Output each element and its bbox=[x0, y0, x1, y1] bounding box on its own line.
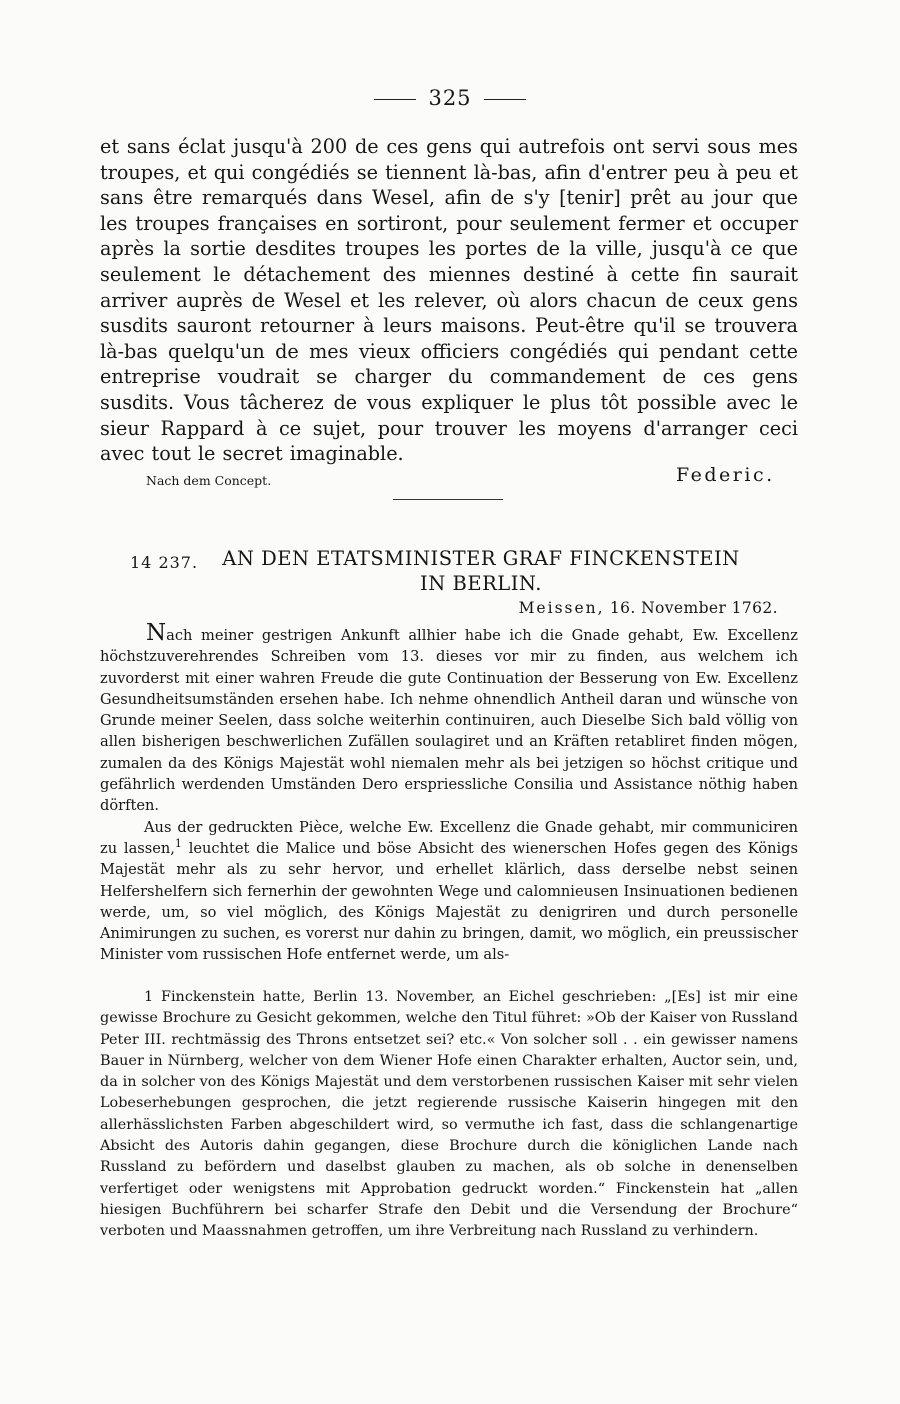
letter-paragraph-1 bbox=[100, 622, 798, 817]
page-number-value: 325 bbox=[428, 86, 472, 110]
page-number-dash-left bbox=[374, 99, 416, 100]
footnote-reference: 1 bbox=[174, 837, 182, 851]
letter-heading bbox=[130, 546, 770, 596]
place-date bbox=[519, 599, 778, 617]
letter-number: 14 237. bbox=[130, 553, 199, 572]
french-letter-continuation bbox=[100, 134, 798, 467]
letter-body bbox=[100, 622, 798, 966]
letter-paragraph-2-text-a: Aus der gedruckten Pièce, welche Ew. Excellenz die Gnade gehabt, mir communiciren zu lassen, bbox=[100, 818, 798, 857]
french-letter-text: et sans éclat jusqu'à 200 de ces gens qui autrefois ont servi sous mes troupes, et qui congédiés se tiennent là-bas, afin d'entrer peu à peu et sans être remarqués dans Wesel, afin de s'y [tenir] prêt au jour que les troupes françaises en sortiront, pour seulement fermer et occuper après la sortie desdites troupes les portes de la ville, jusqu'à ce que seulement le détachement des miennes destiné à cette fin saurait arriver auprès de Wesel et les relever, où alors chacun de ceux gens susdits sauront retourner à leurs maisons. Peut-être qu'il se trouvera là-bas quelqu'un de mes vieux officiers congédiés qui pendant cette entreprise voudrait se charger du commandement de ces gens susdits. Vous tâcherez de vous expliquer le plus tôt possible avec le sieur Rappard à ce sujet, pour trouver les moyens d'arranger ceci avec tout le secret imaginable. bbox=[100, 135, 798, 466]
footnote bbox=[100, 987, 798, 1243]
dropcap: N bbox=[146, 620, 167, 646]
footnote-text: Finckenstein hatte, Berlin 13. November, an Eichel geschrieben: „[Es] ist mir eine gewisse Brochure zu Gesicht gekommen, welche den Titul führet: »Ob der Kaiser von Russland Peter III. rechtmässig des Throns entsetzet sei? etc.« Von solcher soll . . ein gewisser namens Bauer in Nürnberg, welcher von dem Wiener Hofe einen Charakter erhalten, Auctor sein, und, da in solcher von des Königs Majestät und dem verstorbenen russischen Kaiser mit sehr vielen Lobeserhebungen gesprochen, die jetzt regierende russische Kaiserin hingegen mit den allerhässlichsten Farben abgeschildert wird, so vermuthe ich fast, dass die schlangenartige Absicht des Autoris dahin gegangen, diese Brochure durch die königlichen Lande nach Russland zu befördern und daselbst glauben zu machen, als ob solche in denenselben verfertiget oder wenigstens mit Approbation gedruckt worden.“ Finckenstein hat „allen hiesigen Buchführern bei scharfer Strafe den Debit und die Versendung der Brochure“ verboten und Maassnahmen getroffen, um ihre Verbreitung nach Russland zu verhindern. bbox=[100, 989, 798, 1240]
page-number-dash-right bbox=[484, 99, 526, 100]
letter-place: Meissen, bbox=[518, 599, 605, 617]
signature: Federic. bbox=[676, 464, 775, 486]
footnote-paragraph bbox=[100, 987, 798, 1243]
letter-paragraph-2-text-b: leuchtet die Malice und böse Absicht des wienerschen Hofes gegen des Königs Majestät mehr als zu sehr hervor, und erhellet klärlich, dass derselbe nebst seinen Helfershelfern sich fernerhin der gewohnten Wege und calomnieusen Insinuationen bedienen werde, um, so viel möglich, des Königs Majestät zu denigriren und durch personelle Animirungen zu suchen, es vorerst nur dahin zu bringen, damit, wo möglich, ein preussischer Minister vom russischen Hofe entfernet werde, um als- bbox=[100, 839, 798, 964]
letter-paragraph-2 bbox=[100, 817, 798, 966]
page-number bbox=[0, 86, 900, 110]
source-note: Nach dem Concept. bbox=[146, 473, 272, 488]
letter-title-line-2: IN BERLIN. bbox=[420, 572, 542, 595]
letter-paragraph-1-text: ach meiner gestrigen Ankunft allhier habe ich die Gnade gehabt, Ew. Excellenz höchstzuverehrendes Schreiben vom 13. dieses vor mir zu finden, aus welchem ich zuvorderst mit einer wahren Freude die gute Continuation der Besserung von Ew. Excellenz Gesundheitsumständen ersehen habe. Ich nehme ohnendlich Antheil daran und wünsche von Grunde meiner Seelen, dass solche weiterhin continuiren, auch Dieselbe Sich bald völlig von allen bisherigen beschwerlichen Zufällen soulagiret und an Kräften retabliret finden mögen, zumalen da des Königs Majestät wohl niemalen mehr als bei jetzigen so höchst critique und gefährlich werdenden Umständen Dero erspriessliche Consilia und Assistance nöthig haben dörften. bbox=[100, 627, 798, 815]
letter-date: 16. November 1762. bbox=[609, 599, 778, 617]
footnote-mark: 1 bbox=[144, 989, 154, 1005]
section-divider bbox=[393, 499, 503, 500]
letter-title-line-1: AN DEN ETATSMINISTER GRAF FINCKENSTEIN bbox=[222, 547, 740, 570]
